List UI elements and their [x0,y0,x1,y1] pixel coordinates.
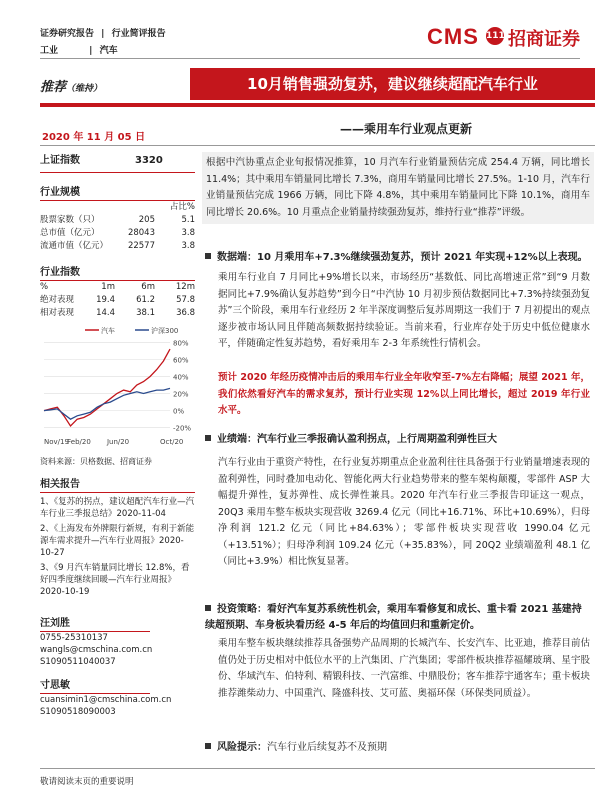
report-title: 10月销售强劲复苏，建议继续超配汽车行业 [190,68,595,100]
header-divider [40,58,580,59]
analyst-email[interactable]: wangls@cmschina.com.cn [40,645,153,655]
scale-header [40,201,195,214]
separator: | [101,29,105,39]
scale-label: 总市值（亿元） [40,228,100,238]
point-head [205,602,590,634]
scale-row [40,214,195,227]
logo-badge-icon: 111 [486,27,504,45]
x-tick-label: Feb/20 [67,438,91,446]
col-header: 1m [101,282,115,292]
col-header: % [40,282,49,292]
perf-value: 36.8 [176,308,195,318]
industry-line [40,43,118,56]
col-header: 12m [175,282,195,292]
analyst-cert: S1090511040037 [40,657,116,667]
point-head-text: 风险提示： [217,742,267,753]
y-tick-label: 0% [173,407,185,416]
x-tick-label: Oct/20 [160,438,184,446]
scale-label: 流通市值（亿元） [40,241,109,251]
legend-label: 沪深300 [151,327,179,335]
rating-sub: （维持） [66,84,103,94]
legend-label: 汽车 [101,327,115,335]
perf-value: 61.2 [136,295,155,305]
scale-pct: 5.1 [181,215,195,225]
index-row [40,150,195,173]
index-label: 上证指数 [40,155,80,166]
point-body-inline: 汽车行业后续复苏不及预期 [267,742,387,753]
col-header: 6m [141,282,155,292]
pct-header: 占比% [169,202,195,212]
y-tick-label: 20% [173,390,189,399]
point-emph: 预计 2020 年经历疫情冲击后的乘用车行业全年收窄至-7%左右降幅；展望 2021 年，我们依然看好汽车的需求复苏，预计行业实现 12%以上同比增长，超过 2019 年行业水平。 [218,372,590,416]
analyst-cert: S1090518090003 [40,707,116,717]
analyst-block [40,676,195,718]
point-body: 乘用车行业自 7 月同比+9%增长以来，市场经历“基数低、同比高增速正常”到“9 月数据同比+7.9%确认复苏趋势”到今日“中汽协 10 月初步预估数据同比+7.3%持续强劲复苏”三个阶段，乘用车行业经历 2 年半深度调整后复苏周期这一我们于 7 月初提出的观点逐步被市场认同且伴随高频数据持续验证。当前来看，行业库存处于历史中低位健康水平，伴随确定性复苏趋势，看好乘用车 2-3 年系统性行情机会。 [218,272,590,349]
footer-divider [40,768,595,769]
scale-value: 205 [138,215,155,225]
report-sub-label: 行业简评报告 [111,29,166,39]
source-note: 资料来源：贝格数据、招商证券 [40,457,152,466]
x-tick-label: Jun/20 [106,438,130,446]
bullet-icon [205,253,211,259]
perf-value: 14.4 [96,308,115,318]
perf-label: 相对表现 [40,308,75,318]
point-body: 乘用车整车板块继续推荐具备强势产品周期的长城汽车、长安汽车、比亚迪，推荐目前估值仍处于历史相对中低位水平的上汽集团、广汽集团；零部件板块推荐福耀玻璃、星宇股份、华域汽车、伯特利、精锻科技、一汽富维、中鼎股份；客车推荐宇通客车；重卡板块推荐潍柴动力、中国重汽、隆盛科技、艾可蓝、奥福环保（环保类同质益）。 [218,638,590,699]
index-perf-row [40,294,195,307]
point-head-text: 投资策略：看好汽车复苏系统性机会，乘用车看修复和成长、重卡看 2021 基建持续超预期、车身板块看历经 4-5 年后的均值回归和重新定价。 [205,604,582,631]
scale-row [40,240,195,253]
point-head-text: 数据端：10 月乘用车+7.3%继续强劲复苏，预计 2021 年实现+12%以上表现。 [217,252,588,263]
point-head [205,432,590,448]
bullet-icon [205,743,211,749]
perf-value: 38.1 [136,308,155,318]
left-sidebar [40,150,195,718]
subtitle-divider [40,145,595,146]
rating [40,76,102,95]
sector-label: 汽车 [99,46,118,56]
footer-note: 敬请阅读末页的重要说明 [40,777,134,787]
perf-value: 19.4 [96,295,115,305]
related-report[interactable]: 2、《上海发布外牌限行新规，有利于新能源车需求提升—汽车行业周报》2020-10-27 [40,524,195,558]
summary-box: 根据中汽协重点企业旬报情况推算，10 月汽车行业销量预估完成 254.4 万辆，同比增长 11.4%；其中乘用车销量同比增长 7.3%，商用车销量同比增长 27.5%。1-10 月，汽车行业销量预估完成 1966 万辆，同比下降 4.8%，其中乘用车销量同比下降 10.1%，商用车同比增长 20.6%。10 月重点企业销量持续强劲复苏，维持行业“推荐”评级。 [202,152,594,224]
scale-row [40,227,195,240]
report-type-label: 证券研究报告 [40,29,95,39]
report-date: 2020 年 11 月 05 日 [42,132,146,143]
bullet-icon [205,435,211,441]
industry-label: 工业 [40,46,59,56]
index-header [40,281,195,294]
related-report[interactable]: 1、《复苏的拐点，建议超配汽车行业—汽车行业三季报总结》2020-11-04 [40,497,195,519]
series-line [44,349,170,426]
scale-pct: 3.8 [181,228,195,238]
scale-value: 28043 [127,228,155,238]
performance-chart [40,324,195,454]
cms-logo: CMS [427,24,479,49]
y-tick-label: 80% [173,339,189,348]
index-value: 3320 [135,155,163,166]
y-tick-label: 40% [173,373,189,382]
rating-label: 推荐 [40,80,67,95]
analyst-phone: 0755-25310137 [40,633,108,643]
index-perf-row [40,307,195,320]
x-tick-label: Nov/19 [44,438,69,446]
title-stripe [40,103,595,107]
analyst-name: 寸思敏 [40,676,150,694]
related-report[interactable]: 3、《9 月汽车销量同比增长 12.8%，看好四季度继续回暖—汽车行业周报》2020-10-19 [40,563,190,597]
bullet-icon [205,605,211,611]
analyst-block [40,614,195,668]
report-type [40,26,166,39]
industry-index-title: 行业指数 [40,263,195,281]
perf-value: 57.8 [176,295,195,305]
industry-scale-title: 行业规模 [40,183,195,201]
point-head-text: 业绩端：汽车行业三季报确认盈利拐点，上行周期盈利弹性巨大 [217,434,497,445]
report-subtitle: ——乘用车行业观点更新 [340,122,473,136]
point-body: 汽车行业由于重资产特性，在行业复苏期重点企业盈利往往具备强于行业销量增速表现的盈利弹性，同时叠加电动化、智能化两大行业趋势带来的整车架构颠覆，零部件 ASP 大幅提升弹性，复苏弹性、成长弹性兼具。2020 年汽车行业三季报告印证这一观点，20Q3 乘用车整车板块实现营收 3269.4 亿元（同比+16.71%、环比+10.69%），归母净利润 121.2 亿元（同比+84.63%）；零部件板块实现营收 1990.04 亿元（+13.51%）；归母净利润 109.24 亿元（+35.83%），同 20Q2 业绩端盈利 48.1 亿（同比+3.9%）相比恢复显著。 [218,457,590,567]
scale-label: 股票家数（只） [40,215,100,225]
analyst-name: 汪刘胜 [40,614,150,632]
analyst-email[interactable]: cuansimin1@cmschina.com.cn [40,695,172,705]
y-tick-label: 60% [173,356,189,365]
point-head [205,740,590,756]
perf-label: 绝对表现 [40,295,75,305]
scale-value: 22577 [127,241,155,251]
separator: | [89,46,93,56]
related-title: 相关报告 [40,475,195,493]
scale-pct: 3.8 [181,241,195,251]
company-logo-text: 招商证券 [508,29,580,50]
y-tick-label: -20% [173,424,192,433]
point-head [205,250,590,266]
